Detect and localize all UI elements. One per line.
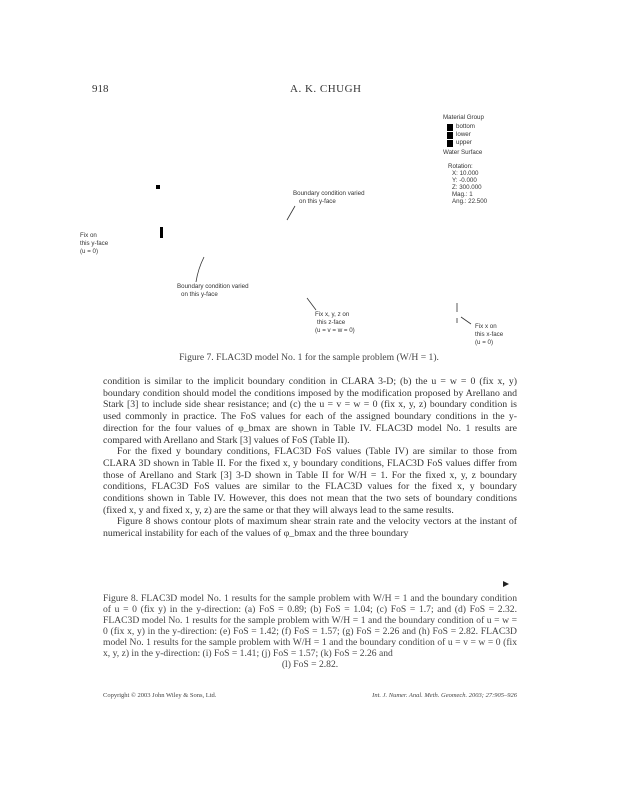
- body-text: [103, 376, 517, 540]
- annotation-fix-xyz-line1: Fix x, y, z on: [315, 311, 350, 318]
- figure-7-caption: Figure 7. FLAC3D model No. 1 for the sample problem (W/H = 1).: [179, 352, 439, 363]
- footer-journal: Int. J. Numer. Anal. Meth. Geomech. 2003; 27:905–926: [372, 692, 517, 699]
- figure-8-caption-end: (l) FoS = 2.82.: [281, 659, 339, 670]
- legend-item-lower: lower: [456, 131, 471, 138]
- rotation-z: Z: 300.000: [452, 184, 482, 191]
- annotation-fix-right-line3: (u = 0): [475, 339, 494, 346]
- rotation-y: Y: -0.000: [452, 177, 477, 184]
- annotation-fix-left-line3: (u = 0): [80, 248, 99, 255]
- annotation-fix-left-line1: Fix on: [80, 232, 97, 239]
- legend-item-upper: upper: [456, 139, 472, 146]
- rotation-ang: Ang.: 22.500: [452, 198, 488, 205]
- figure-8-caption-text: Figure 8. FLAC3D model No. 1 results for the sample problem with W/H = 1 and the boundary condition of u = 0 (fix y) in the y-direction: (a) FoS = 0.89; (b) FoS = 1.04; (c) FoS = 1.7; and (d) FoS = 2.32. FLAC3D model No. 1 results for the sample problem with W/H = 1 and the boundary condition of u = w = 0 (fix x, y) in the y-direction: (e) FoS = 1.42; (f) FoS = 1.57; (g) FoS = 2.26 and (h) FoS = 2.82. FLAC3D model No. 1 results for the sample problem with W/H = 1 and the boundary condition of u = v = w = 0 (fix x, y, z) in the y-direction: (i) FoS = 1.41; (j) FoS = 1.57; (k) FoS = 2.26 and: [103, 593, 517, 659]
- legend-item-bottom: bottom: [456, 123, 475, 130]
- paragraph-1: condition is similar to the implicit boundary condition in CLARA 3-D; (b) the u = w = 0 (fix x, y) boundary condition should model the conditions imposed by the modification proposed by Arellano and Stark [3] to include side shear resistance; and (c) the u = v = w = 0 (fix x, y, z) boundary condition is used commonly in practice. The FoS values for each of the assigned boundary conditions in the y-direction for the four values of φ_bmax are shown in Table IV. FLAC3D model No. 1 results are compared with Arellano and Stark [3] values of FoS (Table II).: [103, 376, 517, 446]
- leader-fix-xyz: [307, 298, 316, 310]
- annotation-fix-xyz-line3: (u = v = w = 0): [315, 327, 355, 334]
- annotation-fix-left-line2: this y-face: [80, 240, 109, 247]
- rotation-x: X: 10.000: [452, 170, 479, 177]
- paragraph-2: For the fixed y boundary conditions, FLAC3D FoS values (Table IV) are similar to those from CLARA 3D shown in Table II. For the fixed x, y boundary conditions, FLAC3D FoS values differ from those of Arellano and Stark [3] 3-D shown in Table II for W/H = 1. For the fixed x, y, z boundary conditions, FLAC3D FoS values are similar to the FLAC3D values for the fixed x, y boundary conditions shown in Table IV. However, this does not mean that the two sets of boundary conditions (fixed x, y and fixed x, y, z) are the same or that they will always lead to the same results.: [103, 446, 517, 516]
- annotation-fix-right-line2: this x-face: [475, 331, 504, 338]
- figure-7: [80, 105, 540, 370]
- continuation-arrow-icon: [503, 581, 509, 587]
- leader-bc-top: [287, 206, 295, 220]
- figure-8-caption: [103, 593, 517, 670]
- annotation-bc-top-line2: on this y-face: [299, 198, 336, 205]
- annotation-bc-bottom-line2: on this y-face: [181, 291, 218, 298]
- rotation-title: Rotation:: [448, 163, 473, 170]
- annotation-fix-right-line1: Fix x on: [475, 323, 497, 330]
- paragraph-3: Figure 8 shows contour plots of maximum shear strain rate and the velocity vectors at the instant of numerical instability for each of the values of φ_bmax and the three boundary: [103, 516, 517, 540]
- rotation-mag: Mag.: 1: [452, 191, 473, 198]
- legend-water-surface: Water Surface: [443, 149, 483, 156]
- footer-copyright: Copyright © 2003 John Wiley & Sons, Ltd.: [103, 692, 217, 699]
- running-head-author: A. K. CHUGH: [290, 83, 362, 95]
- leader-bc-bottom: [196, 257, 204, 282]
- leader-lines: [80, 105, 540, 370]
- annotation-bc-bottom-line1: Boundary condition varied: [177, 283, 249, 290]
- legend-material-group-title: Material Group: [443, 114, 484, 121]
- leader-fix-right: [457, 303, 471, 324]
- annotation-fix-xyz-line2: this z-face: [317, 319, 346, 326]
- page-number: 918: [92, 83, 109, 95]
- annotation-bc-top-line1: Boundary condition varied: [293, 190, 365, 197]
